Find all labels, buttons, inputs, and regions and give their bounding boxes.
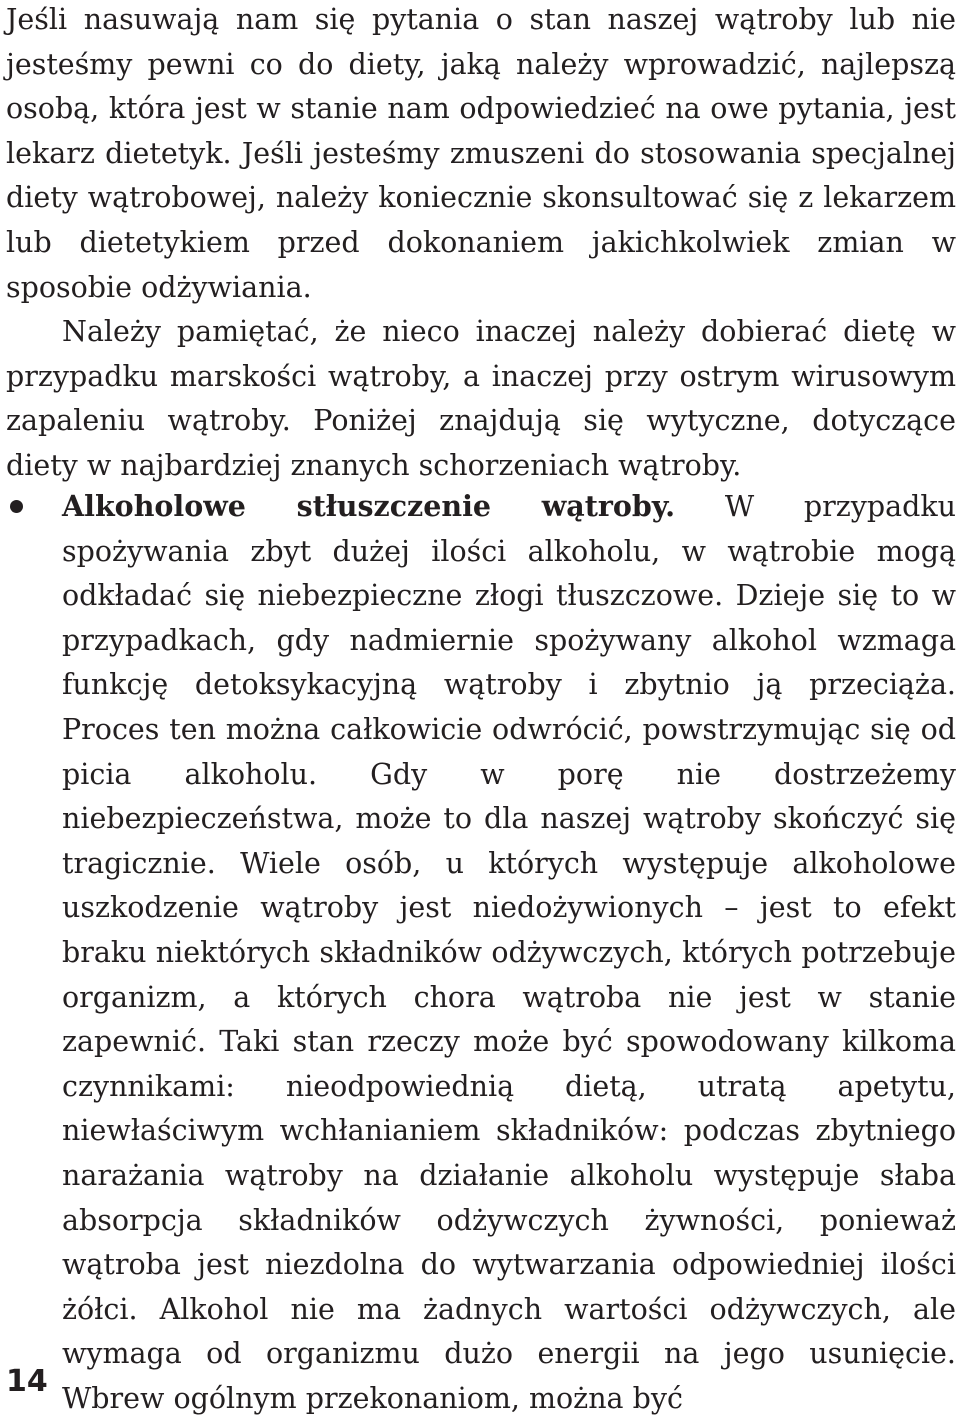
bullet-term: Alkoholowe stłuszczenie wątroby.	[62, 489, 676, 523]
intro-paragraph	[6, 0, 956, 489]
intro-sentence-3: Należy pamiętać, że nieco inaczej należy dobierać dietę w przypadku marskości wątroby, a inaczej przy ostrym wirusowym zapaleniu wątroby. Poniżej znajdują się wytyczne, dotyczące diety w najbardziej znanych schorzeniach wątroby.	[6, 315, 956, 482]
intro-sentence-2: Jeśli jesteśmy zmuszeni do stosowania specjalnej diety wątrobowej, należy koniecznie skonsultować się z lekarzem lub dietetykiem przed dokonaniem jakichkolwiek zmian w sposobie odżywiania.	[6, 136, 957, 304]
bullet-item-alcoholic-fatty-liver	[62, 484, 956, 1421]
bullet-body: W przypadku spożywania zbyt dużej ilości alkoholu, w wątrobie mogą odkładać się niebezpieczne złogi tłuszczowe. Dzieje się to w przypadkach, gdy nadmiernie spożywany alkohol wzmaga funkcję detoksykacyjną wątroby i zbytnio ją przeciąża. Proces ten można całkowicie odwrócić, powstrzymując się od picia alkoholu. Gdy w porę nie dostrzeżemy niebezpieczeństwa, może to dla naszej wątroby skończyć się tragicznie. Wiele osób, u których występuje alkoholowe uszkodzenie wątroby jest niedożywionych – jest to efekt braku niektórych składników odżywczych, których potrzebuje organizm, a których chora wątroba nie jest w stanie zapewnić. Taki stan rzeczy może być spowodowany kilkoma czynnikami: nieodpowiednią dietą, utratą apetytu, niewłaściwym wchłanianiem składników: podczas zbytniego narażania wątroby na działanie alkoholu występuje słaba absorpcja składników odżywczych żywności, ponieważ wątroba jest niezdolna do wytwarzania odpowiedniej ilości żółci. Alkohol nie ma żadnych wartości odżywczych, ale wymaga od organizmu dużo energii na jego usunięcie. Wbrew ogólnym przekonaniom, można być	[62, 490, 957, 1415]
bullet-icon	[10, 500, 23, 513]
page-number: 14	[6, 1364, 48, 1399]
intro-sentence-1: Jeśli nasuwają nam się pytania o stan naszej wątroby lub nie jesteśmy pewni co do diety, jaką należy wprowadzić, najlepszą osobą, która jest w stanie nam odpowiedzieć na owe pytania, jest lekarz dietetyk.	[6, 3, 956, 170]
